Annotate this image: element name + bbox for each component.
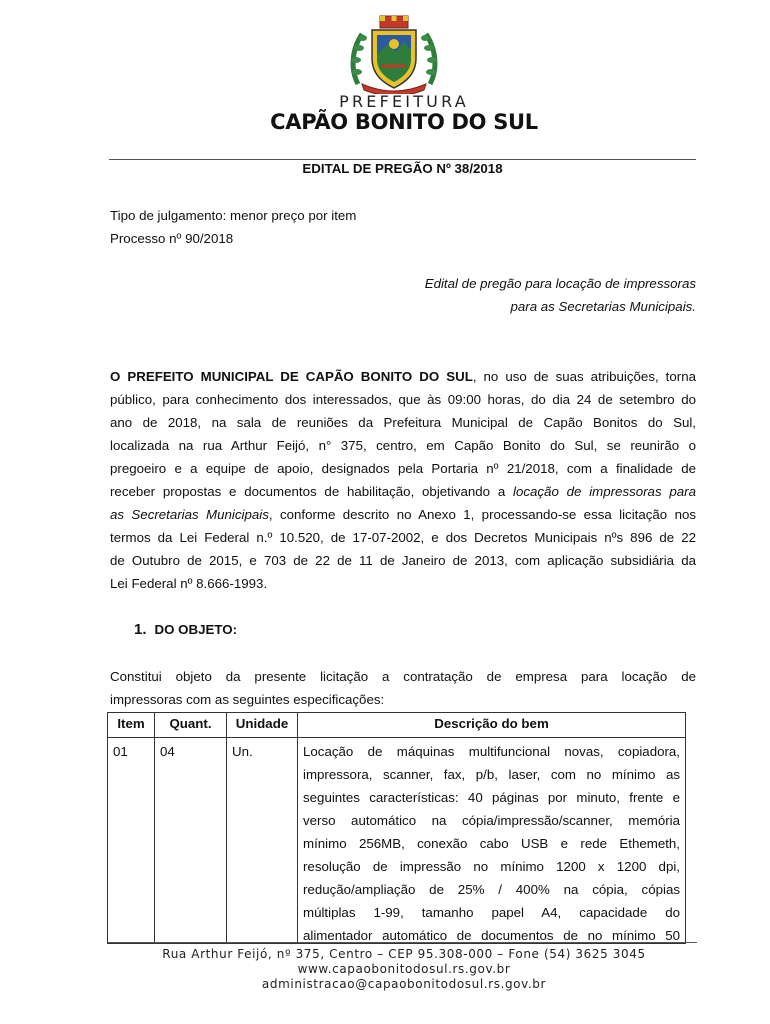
intro-line-1: O PREFEITO MUNICIPAL DE CAPÃO BONITO DO SUL, no uso de suas atribuições, torna (110, 369, 696, 384)
footer-divider (107, 942, 697, 943)
objeto-line-1: Constitui objeto da presente licitação a contratação de empresa para locação de (110, 669, 696, 684)
desc-line: redução/ampliação de 25% / 400% na cópia, cópias (303, 882, 680, 897)
intro-line-8: termos da Lei Federal n.º 10.520, de 17-07-2002, e dos Decretos Municipais nºs 896 de 22 (110, 530, 696, 545)
section-heading-objeto: 1. DO OBJETO: (134, 621, 238, 638)
table-row (108, 738, 686, 944)
desc-line: impressora, scanner, fax, p/b, laser, com no mínimo as (303, 767, 680, 782)
items-table (107, 712, 686, 944)
header-quant: Quant. (155, 713, 227, 738)
table-header-row (108, 713, 686, 738)
desc-line: verso automático na cópia/impressão/scanner, memória (303, 813, 680, 828)
desc-line: mínimo 256MB, conexão cabo USB e rede Ethemeth, (303, 836, 680, 851)
municipal-coat-of-arms (348, 14, 440, 94)
intro-line-9: de Outubro de 2015, e 703 de 22 de 11 de Janeiro de 2013, com aplicação subsidiária da (110, 553, 696, 568)
intro-line-5: pregoeiro e a equipe de apoio, designados pela Portaria nº 21/2018, com a finalidade de (110, 461, 696, 476)
intro-lead: O PREFEITO MUNICIPAL DE CAPÃO BONITO DO SUL (110, 369, 473, 384)
intro-line-7: as Secretarias Municipais, conforme descrito no Anexo 1, processando-se essa licitação nos (110, 507, 697, 522)
ementa-line-1: Edital de pregão para locação de impressoras (424, 276, 696, 291)
prefeitura-label: PREFEITURA (339, 92, 469, 111)
header-unidade: Unidade (227, 713, 298, 738)
footer-website: www.capaobonitodosul.rs.gov.br (297, 962, 511, 976)
city-name: CAPÃO BONITO DO SUL (270, 110, 538, 134)
desc-line: múltiplas 1-99, tamanho papel A4, capacidade do (303, 905, 680, 920)
header-item: Item (108, 713, 155, 738)
document-title: EDITAL DE PREGÃO Nº 38/2018 (302, 161, 503, 176)
julgamento-line: Tipo de julgamento: menor preço por item (110, 208, 357, 223)
intro-line-6: receber propostas e documentos de habilitação, objetivando a locação de impressoras para (110, 484, 696, 499)
cell-quant: 04 (155, 738, 227, 944)
footer-address: Rua Arthur Feijó, nº 375, Centro – CEP 95.308-000 – Fone (54) 3625 3045 (162, 947, 646, 961)
desc-line: resolução de impressão no mínimo 1200 x 1200 dpi, (303, 859, 680, 874)
ementa-line-2: para as Secretarias Municipais. (510, 299, 696, 314)
intro-line-4: localizada na rua Arthur Feijó, n° 375, centro, em Capão Bonito do Sul, se reunirão o (110, 438, 696, 453)
intro-line-2: público, para conhecimento dos interessados, que às 09:00 horas, do dia 24 de setembro do (110, 392, 696, 407)
footer-email: administracao@capaobonitodosul.rs.gov.br (261, 977, 547, 991)
cell-unidade: Un. (227, 738, 298, 944)
processo-line: Processo nº 90/2018 (110, 231, 234, 246)
intro-line-3: ano de 2018, na sala de reuniões da Prefeitura Municipal de Capão Bonitos do Sul, (110, 415, 696, 430)
cell-descricao (298, 738, 686, 944)
desc-line: alimentador automático de documentos de no mínimo 50 (303, 928, 680, 943)
cell-item: 01 (108, 738, 155, 944)
header-descricao: Descrição do bem (298, 713, 686, 738)
desc-line: seguintes características: 40 páginas por minuto, frente e (303, 790, 680, 805)
objeto-line-2: impressoras com as seguintes especificações: (110, 692, 385, 707)
header-divider (109, 159, 696, 160)
desc-line: Locação de máquinas multifuncional novas, copiadora, (303, 744, 680, 759)
intro-line-10: Lei Federal nº 8.666-1993. (110, 576, 268, 591)
